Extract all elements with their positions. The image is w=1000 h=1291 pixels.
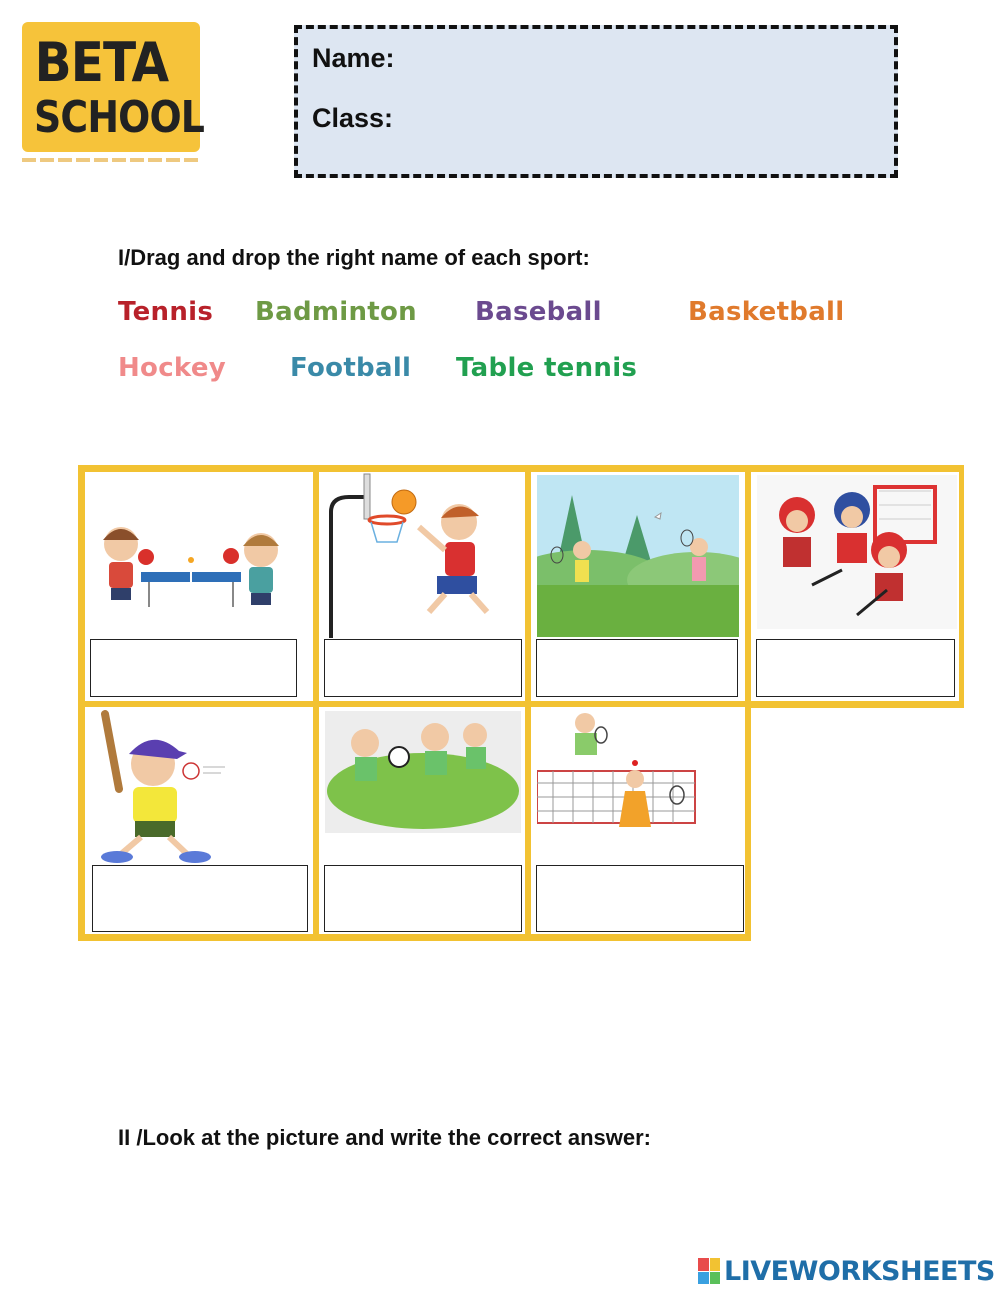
cell-3 [528, 469, 748, 704]
hockey-picture [757, 475, 957, 629]
liveworksheets-brand [698, 1256, 995, 1286]
answer-box-4[interactable] [756, 639, 955, 697]
word-table-tennis[interactable]: Table tennis [456, 353, 638, 383]
tennis-picture [537, 709, 697, 859]
baseball-picture [91, 709, 251, 864]
word-hockey[interactable]: Hockey [118, 353, 227, 383]
word-tennis[interactable]: Tennis [118, 297, 214, 327]
answer-box-6[interactable] [324, 865, 522, 932]
liveworksheets-icon [698, 1258, 720, 1284]
answer-box-3[interactable] [536, 639, 738, 697]
class-label: Class: [312, 103, 394, 133]
cell-2 [316, 469, 528, 704]
badminton-picture [537, 475, 739, 637]
table-tennis-picture [91, 512, 291, 612]
logo-line1: BETA [34, 31, 169, 94]
brand-name: LIVEWORKSHEETS [724, 1255, 995, 1287]
student-info-box[interactable] [294, 25, 898, 178]
cell-7 [528, 704, 748, 937]
section1-heading: I/Drag and drop the right name of each sport: [118, 245, 590, 270]
cell-6 [316, 704, 528, 937]
answer-box-2[interactable] [324, 639, 522, 697]
word-basketball[interactable]: Basketball [688, 297, 845, 327]
football-picture [325, 711, 521, 833]
logo-line2: SCHOOL [34, 92, 205, 143]
name-label: Name: [312, 43, 395, 73]
answer-box-1[interactable] [90, 639, 297, 697]
answer-box-7[interactable] [536, 865, 744, 932]
basketball-picture [319, 472, 519, 638]
word-football[interactable]: Football [290, 353, 412, 383]
cell-5 [82, 704, 316, 937]
school-logo [22, 22, 205, 152]
word-baseball[interactable]: Baseball [475, 297, 602, 327]
section2-heading: II /Look at the picture and write the correct answer: [118, 1125, 652, 1150]
cell-4 [748, 469, 962, 704]
logo-strip [22, 158, 200, 162]
cell-1 [82, 469, 316, 704]
word-badminton[interactable]: Badminton [255, 297, 417, 327]
answer-box-5[interactable] [92, 865, 308, 932]
